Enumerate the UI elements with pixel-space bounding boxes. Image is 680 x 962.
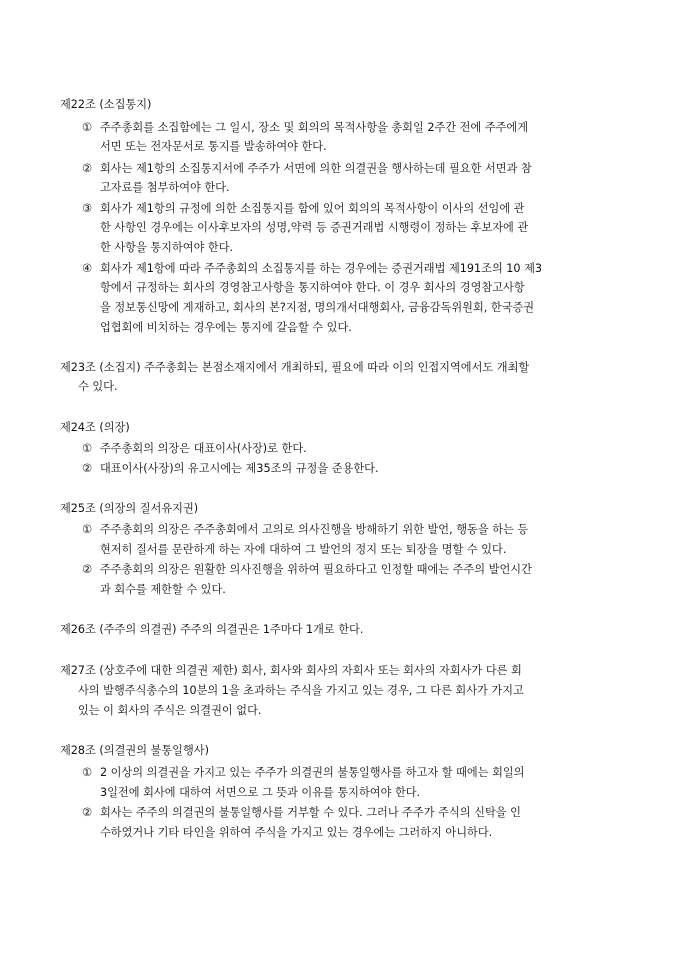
item-text: 회사가 제1항의 규정에 의한 소집통지를 함에 있어 회의의 목적사항이 이사의 선임에 관 (100, 202, 525, 215)
item-text: 항에서 규정하는 회사의 경영참고사항을 통지하여야 한다. 이 경우 회사의 경영참고사항 (100, 281, 525, 294)
item-number: ② (82, 563, 93, 576)
article-heading: 제28조 (의결권의 불통일행사) (60, 744, 209, 757)
item-text: 회사는 제1항의 소집통지서에 주주가 서면에 의한 의결권을 행사하는데 필요한 서면과 참 (100, 162, 532, 175)
item-text: 주주총회의 의장은 대표이사(사장)로 한다. (100, 442, 307, 455)
item-text: 3일전에 회사에 대하여 서면으로 그 뜻과 이유를 통지하여야 한다. (100, 786, 421, 799)
article-text: 있는 이 회사의 주식은 의결권이 없다. (78, 704, 262, 717)
item-text: 회사는 주주의 의결권의 불통일행사를 거부할 수 있다. 그러나 주주가 주식의 신탁을 인 (100, 806, 521, 819)
article-heading: 제25조 (의장의 질서유지권) (60, 502, 199, 515)
item-number: ① (82, 121, 93, 134)
item-text: 수하였거나 기타 타인을 위하여 주식을 가지고 있는 경우에는 그러하지 아니하다. (100, 826, 493, 839)
item-text: 현저히 질서를 문란하게 하는 자에 대하여 그 발언의 정지 또는 퇴장을 명할 수 있다. (100, 543, 507, 556)
item-number: ③ (82, 202, 93, 215)
item-text: 을 정보통신망에 게재하고, 회사의 본?지점, 명의개서대행회사, 금융감독위원회, 한국증권 (100, 301, 535, 314)
item-number: ② (82, 806, 93, 819)
item-text: 고자료를 첨부하여야 한다. (100, 181, 230, 194)
article-heading: 제22조 (소집통지) (60, 98, 152, 111)
item-number: ① (82, 766, 93, 779)
item-number: ① (82, 442, 93, 455)
item-text: 대표이사(사장)의 유고시에는 제35조의 규정을 준용한다. (100, 462, 379, 475)
item-text: 과 회수를 제한할 수 있다. (100, 583, 226, 596)
item-text: 회사가 제1항에 따라 주주총회의 소집통지를 하는 경우에는 증권거래법 제191조의 10 제3 (100, 262, 543, 275)
item-text: 주주총회를 소집함에는 그 일시, 장소 및 회의의 목적사항을 총회일 2주간 전에 주주에게 (100, 121, 529, 134)
item-text: 주주총회의 의장은 원활한 의사진행을 위하여 필요하다고 인정할 때에는 주주의 발언시간 (100, 563, 532, 576)
article-heading: 제24조 (의장) (60, 421, 130, 434)
article-text: 제27조 (상호주에 대한 의결권 제한) 회사, 회사와 회사의 자회사 또는 회사의 자회사가 다른 회 (60, 664, 522, 677)
article-text: 제26조 (주주의 의결권) 주주의 의결권은 1주마다 1개로 한다. (60, 623, 364, 636)
item-text: 2 이상의 의결권을 가지고 있는 주주가 의결권의 불통일행사를 하고자 할 때에는 회일의 (100, 766, 525, 779)
item-text: 서면 또는 전자문서로 통지를 발송하여야 한다. (100, 140, 327, 153)
article-text: 사의 발행주식총수의 10분의 1을 초과하는 주식을 가지고 있는 경우, 그 다른 회사가 가지고 (78, 684, 524, 697)
item-text: 업협회에 비치하는 경우에는 통지에 갈음할 수 있다. (100, 321, 352, 334)
article-text: 수 있다. (78, 380, 118, 393)
item-text: 주주총회의 의장은 주주총회에서 고의로 의사진행을 방해하기 위한 발언, 행동을 하는 등 (100, 523, 529, 536)
item-number: ① (82, 523, 93, 536)
item-number: ② (82, 162, 93, 175)
item-text: 한 사항을 통지하여야 한다. (100, 241, 234, 254)
item-text: 한 사항인 경우에는 이사후보자의 성명,약력 등 증권거래법 시행령이 정하는 후보자에 관 (100, 221, 529, 234)
item-number: ④ (82, 262, 93, 275)
article-text: 제23조 (소집지) 주주총회는 본점소재지에서 개최하되, 필요에 따라 이의 인접지역에서도 개최할 (60, 361, 530, 374)
item-number: ② (82, 462, 93, 475)
